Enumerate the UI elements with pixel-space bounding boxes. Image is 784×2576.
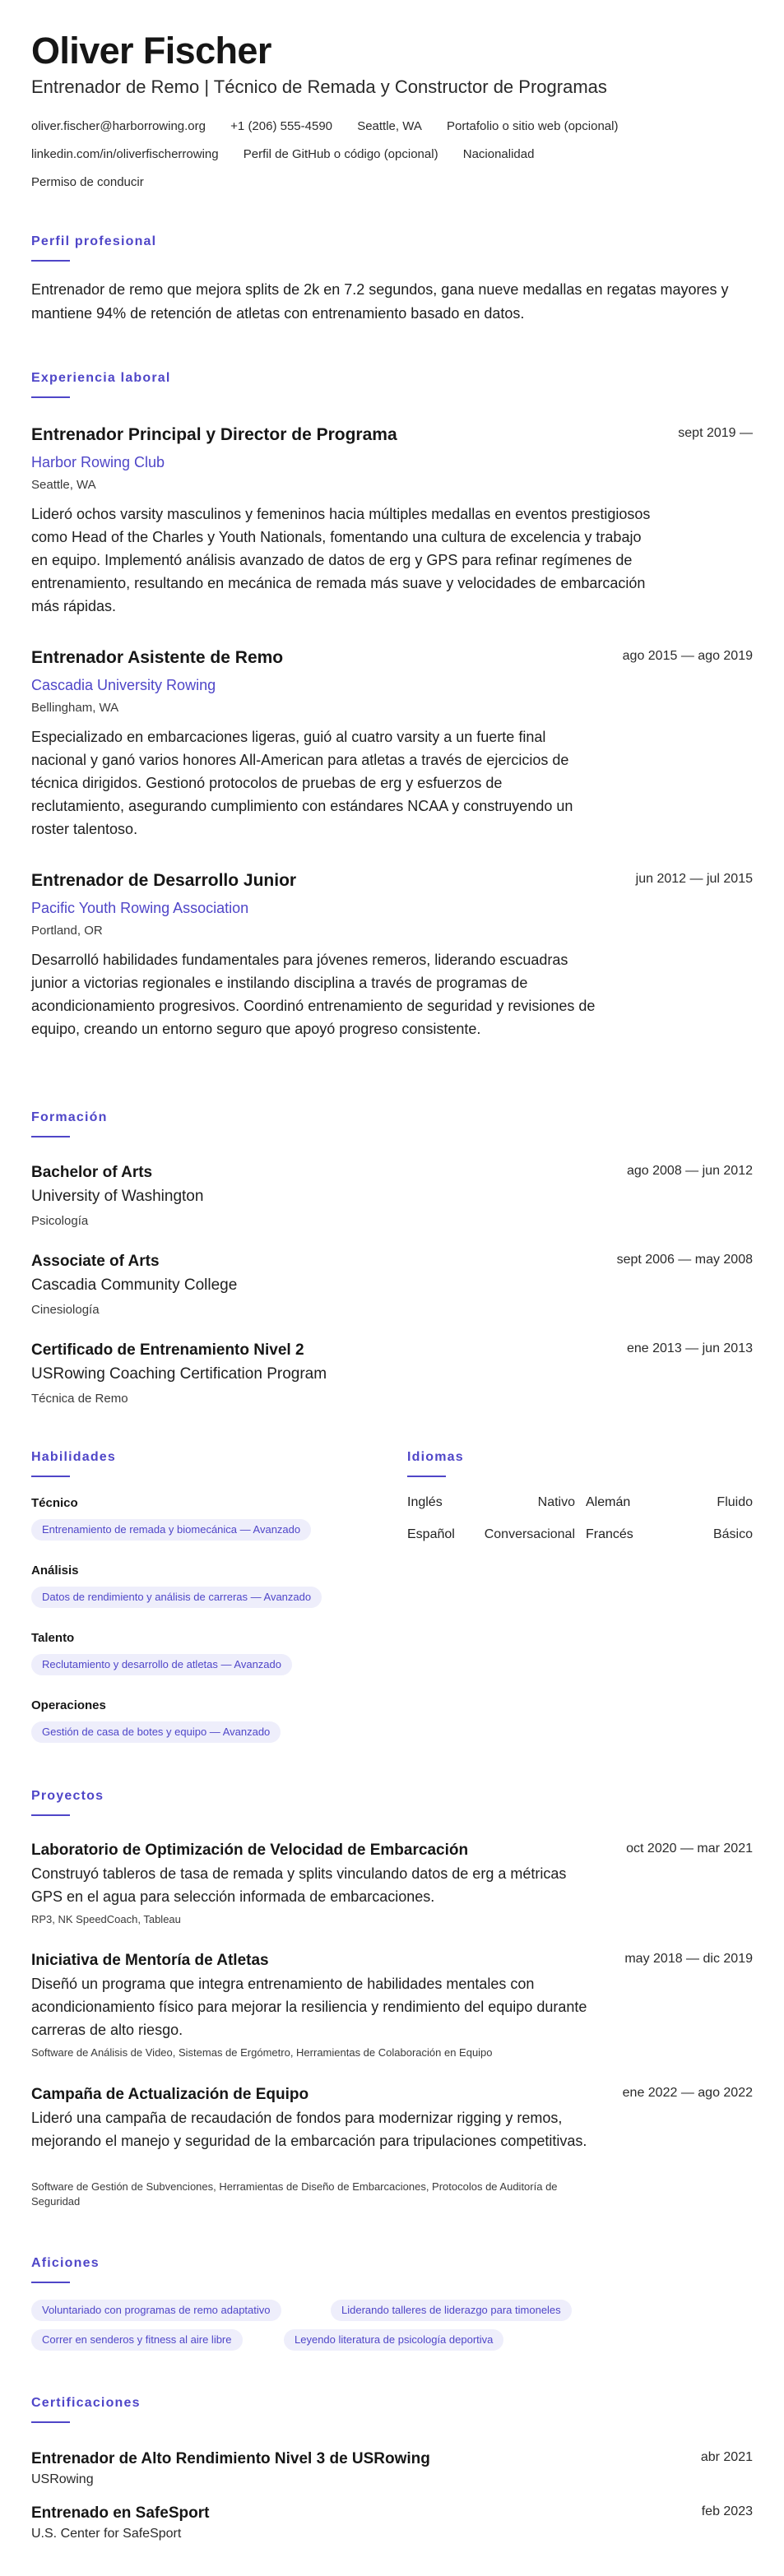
project-description: Lideró una campaña de recaudación de fondos para modernizar rigging y remos, mejorando el manejo y seguridad de la embarcación para tripulaciones competitivas. <box>31 2110 587 2149</box>
project-dates: oct 2020 — mar 2021 <box>626 1842 753 1856</box>
hobby-tag: Leyendo literatura de psicología deportiva <box>284 2329 503 2351</box>
certification-issuer: USRowing <box>31 2472 94 2486</box>
job-organization: Cascadia University Rowing <box>31 677 216 693</box>
education-dates: sept 2006 — may 2008 <box>616 1253 753 1267</box>
project-dates: may 2018 — dic 2019 <box>624 1952 753 1966</box>
job-title: Entrenador de Desarrollo Junior <box>31 871 297 890</box>
project-title: Laboratorio de Optimización de Velocidad de Embarcación <box>31 1842 469 1859</box>
certification-date: abr 2021 <box>700 2450 753 2464</box>
language-name: Español <box>407 1527 455 1541</box>
contact-row-1 <box>31 118 618 135</box>
section-title-education: Formación <box>31 1110 108 1124</box>
contact-email[interactable]: oliver.fischer@harborrowing.org <box>31 119 206 133</box>
hobby-tag: Correr en senderos y fitness al aire libre <box>31 2329 243 2351</box>
skill-category: Talento <box>31 1631 75 1645</box>
job-dates: sept 2019 — <box>678 426 753 440</box>
contact-row-3 <box>31 174 144 191</box>
candidate-name: Oliver Fischer <box>31 30 271 72</box>
language-level: Fluido <box>717 1495 753 1509</box>
contact-linkedin[interactable]: linkedin.com/in/oliverfischerrowing <box>31 147 219 161</box>
language-name: Francés <box>586 1527 633 1541</box>
skill-category: Análisis <box>31 1564 79 1578</box>
job-location: Bellingham, WA <box>31 701 119 715</box>
section-rule-education <box>31 1136 70 1137</box>
project-title: Campaña de Actualización de Equipo <box>31 2086 309 2103</box>
contact-license: Permiso de conducir <box>31 175 144 189</box>
education-degree: Associate of Arts <box>31 1253 160 1270</box>
section-title-projects: Proyectos <box>31 1789 104 1803</box>
hobby-tag: Liderando talleres de liderazgo para timoneles <box>331 2300 572 2321</box>
contact-github[interactable]: Perfil de GitHub o código (opcional) <box>243 147 438 161</box>
section-title-hobbies: Aficiones <box>31 2256 100 2270</box>
certification-name: Entrenador de Alto Rendimiento Nivel 3 de USRowing <box>31 2450 430 2467</box>
project-dates: ene 2022 — ago 2022 <box>622 2086 753 2100</box>
education-field: Psicología <box>31 1214 89 1228</box>
section-title-skills: Habilidades <box>31 1450 117 1464</box>
language-name: Inglés <box>407 1495 443 1509</box>
section-rule-skills <box>31 1476 70 1477</box>
education-field: Técnica de Remo <box>31 1392 128 1406</box>
section-title-languages: Idiomas <box>407 1450 464 1464</box>
skill-tag: Datos de rendimiento y análisis de carreras — Avanzado <box>31 1587 322 1608</box>
certification-date: feb 2023 <box>701 2504 753 2518</box>
section-rule-hobbies <box>31 2282 70 2283</box>
project-title: Iniciativa de Mentoría de Atletas <box>31 1952 269 1969</box>
job-dates: jun 2012 — jul 2015 <box>635 872 753 886</box>
job-dates: ago 2015 — ago 2019 <box>622 649 753 663</box>
job-location: Portland, OR <box>31 924 103 938</box>
education-school: Cascadia Community College <box>31 1276 238 1294</box>
skill-tag: Entrenamiento de remada y biomecánica — Avanzado <box>31 1519 311 1541</box>
project-description: Diseñó un programa que integra entrenamiento de habilidades mentales con acondicionamiento físico para mejorar la resiliencia y rendimiento del equipo durante carreras de alto riesgo. <box>31 1976 587 2038</box>
language-level: Básico <box>712 1527 753 1541</box>
skill-tag: Reclutamiento y desarrollo de atletas — Avanzado <box>31 1654 292 1675</box>
certification-issuer: U.S. Center for SafeSport <box>31 2527 182 2541</box>
candidate-headline: Entrenador de Remo | Técnico de Remada y Constructor de Programas <box>31 76 607 97</box>
section-title-certifications: Certificaciones <box>31 2396 141 2410</box>
contact-location: Seattle, WA <box>357 119 422 133</box>
hobby-tag: Voluntariado con programas de remo adaptativo <box>31 2300 281 2321</box>
job-organization: Harbor Rowing Club <box>31 454 165 470</box>
job-title: Entrenador Principal y Director de Programa <box>31 425 397 444</box>
section-title-experience: Experiencia laboral <box>31 371 171 385</box>
section-rule-experience <box>31 396 70 398</box>
project-description: Construyó tableros de tasa de remada y splits vinculando datos de erg a métricas GPS en el agua para selección informada de embarcaciones. <box>31 1865 567 1905</box>
project-technologies: RP3, NK SpeedCoach, Tableau <box>31 1913 181 1925</box>
certification-name: Entrenado en SafeSport <box>31 2504 210 2522</box>
summary-text: Entrenador de remo que mejora splits de 2k en 7.2 segundos, gana nueve medallas en regatas mayores y mantiene 94% de retención de atletas con entrenamiento basado en datos. <box>31 281 729 322</box>
section-title-summary: Perfil profesional <box>31 234 157 248</box>
contact-row-2 <box>31 146 534 163</box>
skill-category: Operaciones <box>31 1698 106 1712</box>
language-level: Conversacional <box>484 1527 575 1541</box>
skill-tag: Gestión de casa de botes y equipo — Avanzado <box>31 1721 281 1743</box>
section-rule-languages <box>407 1476 446 1477</box>
section-rule-certifications <box>31 2421 70 2423</box>
skill-category: Técnico <box>31 1496 78 1510</box>
job-location: Seattle, WA <box>31 478 96 492</box>
education-dates: ago 2008 — jun 2012 <box>626 1164 753 1178</box>
language-name: Alemán <box>586 1495 631 1509</box>
job-organization: Pacific Youth Rowing Association <box>31 900 249 916</box>
contact-portfolio[interactable]: Portafolio o sitio web (opcional) <box>447 119 619 133</box>
language-level: Nativo <box>537 1495 575 1509</box>
education-degree: Bachelor of Arts <box>31 1164 153 1181</box>
education-dates: ene 2013 — jun 2013 <box>626 1341 753 1355</box>
job-title: Entrenador Asistente de Remo <box>31 648 284 667</box>
education-field: Cinesiología <box>31 1303 100 1317</box>
education-degree: Certificado de Entrenamiento Nivel 2 <box>31 1341 304 1359</box>
contact-phone[interactable]: +1 (206) 555-4590 <box>230 119 333 133</box>
project-technologies: Software de Gestión de Subvenciones, Herramientas de Diseño de Embarcaciones, Protocolos de Auditoría de Seguridad <box>31 2180 558 2208</box>
contact-nationality: Nacionalidad <box>462 147 535 161</box>
education-school: University of Washington <box>31 1188 204 1205</box>
education-school: USRowing Coaching Certification Program <box>31 1365 327 1383</box>
section-rule-summary <box>31 260 70 262</box>
project-technologies: Software de Análisis de Video, Sistemas de Ergómetro, Herramientas de Colaboración en Equipo <box>31 2046 493 2059</box>
job-description: Lideró ochos varsity masculinos y femeninos hacia múltiples medallas en eventos prestigiosos como Head of the Charles y Youth Nationals, fomentando una cultura de excelencia y trabajo en equipo. Implementó análisis avanzado de datos de erg y GPS para refinar regímenes de entrenamiento, resultando en mecánica de remada más suave y velocidades de embarcación más rápidas. <box>31 506 651 614</box>
job-description: Desarrolló habilidades fundamentales para jóvenes remeros, liderando escuadras junior a victorias regionales e instilando disciplina a través de programas de acondicionamiento progresivos. Coordinó entrenamiento de seguridad y revisiones de equipo, creando un entorno seguro que apoyó progreso consistente. <box>31 952 596 1037</box>
job-description: Especializado en embarcaciones ligeras, guió al cuatro varsity a un fuerte final nacional y ganó varios honores All-American para atletas a través de ejercicios de técnica dirigidos. Gestionó protocolos de pruebas de erg y esfuerzos de reclutamiento, asegurando cumplimiento con estándares NCAA y construyendo un roster talentoso. <box>31 729 573 837</box>
section-rule-projects <box>31 1814 70 1816</box>
